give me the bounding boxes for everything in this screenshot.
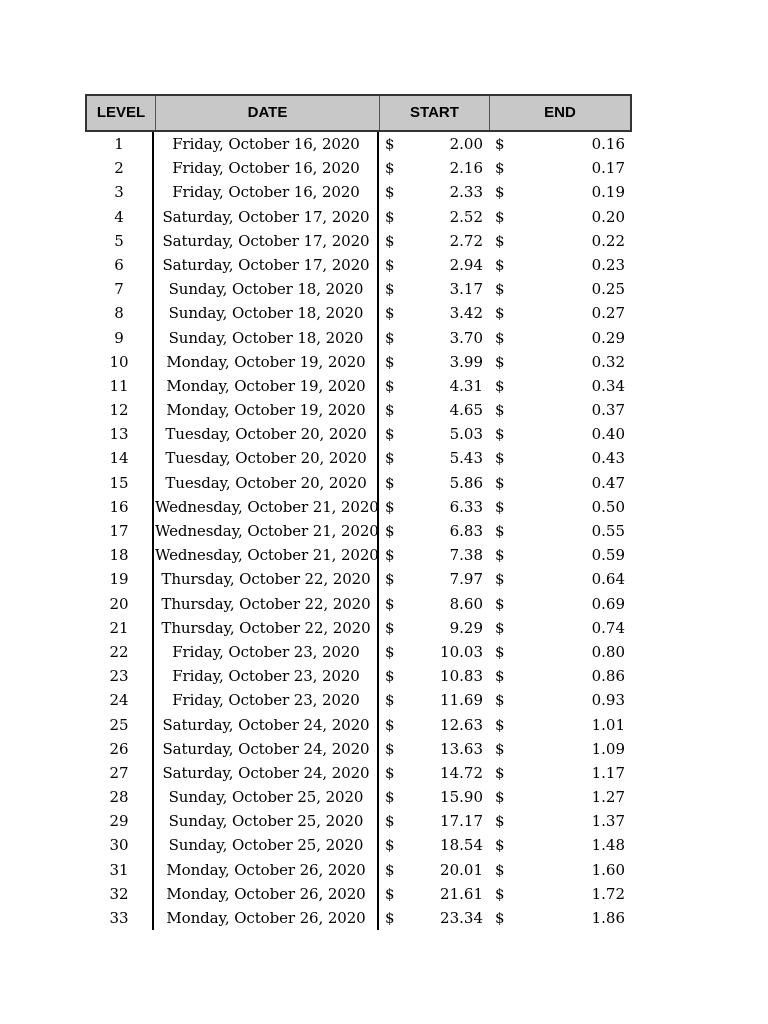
level-cell: 6 (114, 255, 124, 274)
currency-symbol: $ (495, 788, 505, 807)
start-cell: 5.03 (449, 425, 483, 444)
date-cell: Saturday, October 17, 2020 (162, 255, 370, 274)
currency-symbol: $ (495, 207, 505, 226)
date-cell: Friday, October 16, 2020 (172, 159, 360, 178)
table-row (85, 785, 632, 809)
currency-symbol: $ (385, 304, 395, 323)
level-cell: 31 (109, 860, 129, 879)
table-row (85, 398, 632, 422)
currency-symbol: $ (385, 570, 395, 589)
start-cell: 13.63 (440, 739, 483, 758)
date-cell: Tuesday, October 20, 2020 (165, 425, 367, 444)
date-cell: Saturday, October 24, 2020 (162, 715, 370, 734)
currency-symbol: $ (495, 909, 505, 927)
level-cell: 25 (109, 715, 129, 734)
currency-symbol: $ (385, 255, 395, 274)
level-cell: 12 (109, 401, 129, 420)
level-cell: 27 (109, 763, 129, 782)
currency-symbol: $ (495, 570, 505, 589)
currency-symbol: $ (385, 860, 395, 879)
table-row (85, 809, 632, 833)
currency-symbol: $ (495, 425, 505, 444)
currency-symbol: $ (495, 884, 505, 903)
currency-symbol: $ (385, 715, 395, 734)
table-row (85, 858, 632, 882)
end-cell: 0.64 (591, 570, 625, 589)
table-row (85, 374, 632, 398)
end-cell: 0.29 (591, 328, 625, 347)
end-cell: 1.48 (591, 836, 625, 855)
level-cell: 11 (109, 376, 129, 395)
start-cell: 23.34 (440, 909, 483, 927)
date-cell: Friday, October 23, 2020 (172, 642, 360, 661)
date-cell: Friday, October 23, 2020 (172, 691, 360, 710)
header-start: START (410, 104, 459, 121)
level-cell: 26 (109, 739, 129, 758)
currency-symbol: $ (495, 812, 505, 831)
date-cell: Thursday, October 22, 2020 (161, 570, 371, 589)
level-cell: 20 (109, 594, 129, 613)
start-cell: 15.90 (440, 788, 483, 807)
date-cell: Monday, October 19, 2020 (166, 376, 366, 395)
currency-symbol: $ (385, 884, 395, 903)
start-cell: 2.72 (449, 231, 483, 250)
currency-symbol: $ (495, 546, 505, 565)
table-row (85, 180, 632, 204)
end-cell: 0.86 (591, 667, 625, 686)
date-cell: Wednesday, October 21, 2020 (155, 522, 379, 540)
table-row (85, 664, 632, 688)
currency-symbol: $ (495, 715, 505, 734)
table-row (85, 446, 632, 470)
table-row (85, 350, 632, 374)
end-cell: 0.74 (591, 618, 625, 637)
end-cell: 1.60 (591, 860, 625, 879)
end-cell: 0.25 (591, 280, 625, 299)
level-cell: 8 (114, 304, 124, 323)
end-cell: 0.32 (591, 352, 625, 371)
currency-symbol: $ (385, 425, 395, 444)
date-cell: Saturday, October 17, 2020 (162, 207, 370, 226)
level-cell: 21 (109, 618, 129, 637)
start-cell: 5.86 (449, 473, 483, 492)
level-cell: 13 (109, 425, 129, 444)
currency-symbol: $ (495, 401, 505, 420)
end-cell: 0.34 (591, 376, 625, 395)
currency-symbol: $ (385, 546, 395, 565)
start-cell: 7.38 (449, 546, 483, 565)
currency-symbol: $ (495, 618, 505, 637)
date-cell: Friday, October 16, 2020 (172, 183, 360, 202)
table-row (85, 906, 632, 930)
end-cell: 0.20 (591, 207, 625, 226)
table-row (85, 495, 632, 519)
end-cell: 0.22 (591, 231, 625, 250)
level-cell: 9 (114, 328, 124, 347)
level-cell: 10 (109, 352, 129, 371)
end-cell: 1.72 (591, 884, 625, 903)
currency-symbol: $ (495, 763, 505, 782)
currency-symbol: $ (495, 304, 505, 323)
header-date: DATE (247, 104, 288, 121)
table-row (85, 422, 632, 446)
start-cell: 10.83 (440, 667, 483, 686)
start-cell: 3.99 (449, 352, 483, 371)
end-cell: 0.16 (591, 135, 625, 153)
start-cell: 17.17 (440, 812, 483, 831)
end-cell: 0.17 (591, 159, 625, 178)
date-cell: Wednesday, October 21, 2020 (155, 546, 379, 565)
end-cell: 1.37 (591, 812, 625, 831)
currency-symbol: $ (495, 280, 505, 299)
end-cell: 0.43 (591, 449, 625, 468)
currency-symbol: $ (385, 788, 395, 807)
date-cell: Thursday, October 22, 2020 (161, 594, 371, 613)
level-cell: 29 (109, 812, 129, 831)
currency-symbol: $ (385, 618, 395, 637)
start-cell: 3.70 (449, 328, 483, 347)
start-cell: 21.61 (440, 884, 483, 903)
start-cell: 6.83 (449, 522, 483, 540)
currency-symbol: $ (495, 135, 505, 153)
currency-symbol: $ (495, 691, 505, 710)
date-cell: Sunday, October 18, 2020 (168, 304, 364, 323)
start-cell: 6.33 (449, 497, 483, 516)
table-row (85, 543, 632, 567)
currency-symbol: $ (385, 909, 395, 927)
start-cell: 18.54 (440, 836, 483, 855)
date-cell: Tuesday, October 20, 2020 (165, 449, 367, 468)
level-cell: 32 (109, 884, 129, 903)
currency-symbol: $ (385, 473, 395, 492)
table-row (85, 156, 632, 180)
currency-symbol: $ (385, 401, 395, 420)
start-cell: 3.17 (449, 280, 483, 299)
currency-symbol: $ (385, 280, 395, 299)
currency-symbol: $ (385, 739, 395, 758)
level-cell: 14 (109, 449, 129, 468)
level-cell: 17 (109, 522, 129, 540)
level-cell: 2 (114, 159, 124, 178)
start-cell: 5.43 (449, 449, 483, 468)
end-cell: 0.19 (591, 183, 625, 202)
date-cell: Saturday, October 24, 2020 (162, 739, 370, 758)
currency-symbol: $ (385, 691, 395, 710)
currency-symbol: $ (385, 497, 395, 516)
currency-symbol: $ (495, 836, 505, 855)
currency-symbol: $ (495, 352, 505, 371)
date-cell: Monday, October 19, 2020 (166, 352, 366, 371)
end-cell: 0.23 (591, 255, 625, 274)
end-cell: 0.80 (591, 642, 625, 661)
currency-symbol: $ (495, 860, 505, 879)
date-cell: Friday, October 23, 2020 (172, 667, 360, 686)
date-cell: Monday, October 19, 2020 (166, 401, 366, 420)
currency-symbol: $ (385, 763, 395, 782)
currency-symbol: $ (385, 376, 395, 395)
end-cell: 0.40 (591, 425, 625, 444)
table-row (85, 229, 632, 253)
level-cell: 19 (109, 570, 129, 589)
currency-symbol: $ (495, 473, 505, 492)
start-cell: 20.01 (440, 860, 483, 879)
table-header (85, 94, 632, 132)
currency-symbol: $ (495, 449, 505, 468)
level-cell: 1 (114, 135, 124, 153)
start-cell: 8.60 (449, 594, 483, 613)
currency-symbol: $ (385, 836, 395, 855)
currency-symbol: $ (495, 642, 505, 661)
table-row (85, 713, 632, 737)
start-cell: 2.00 (449, 135, 483, 153)
level-cell: 30 (109, 836, 129, 855)
date-cell: Sunday, October 25, 2020 (168, 788, 364, 807)
currency-symbol: $ (495, 376, 505, 395)
table-row (85, 567, 632, 591)
header-end: END (544, 104, 576, 121)
currency-symbol: $ (385, 352, 395, 371)
currency-symbol: $ (495, 667, 505, 686)
currency-symbol: $ (385, 642, 395, 661)
currency-symbol: $ (495, 522, 505, 540)
start-cell: 11.69 (440, 691, 483, 710)
start-cell: 2.33 (449, 183, 483, 202)
table-row (85, 519, 632, 543)
currency-symbol: $ (385, 135, 395, 153)
table-row (85, 761, 632, 785)
end-cell: 1.01 (591, 715, 625, 734)
date-cell: Monday, October 26, 2020 (166, 909, 366, 927)
table-row (85, 688, 632, 712)
start-cell: 7.97 (449, 570, 483, 589)
date-cell: Tuesday, October 20, 2020 (165, 473, 367, 492)
end-cell: 0.27 (591, 304, 625, 323)
level-cell: 16 (109, 497, 129, 516)
currency-symbol: $ (385, 812, 395, 831)
table-row (85, 592, 632, 616)
end-cell: 0.47 (591, 473, 625, 492)
level-cell: 18 (109, 546, 129, 565)
date-cell: Sunday, October 25, 2020 (168, 812, 364, 831)
date-cell: Monday, October 26, 2020 (166, 860, 366, 879)
currency-symbol: $ (385, 328, 395, 347)
table-row (85, 737, 632, 761)
start-cell: 4.65 (449, 401, 483, 420)
table-row (85, 471, 632, 495)
date-cell: Sunday, October 18, 2020 (168, 328, 364, 347)
start-cell: 2.52 (449, 207, 483, 226)
end-cell: 0.55 (591, 522, 625, 540)
level-cell: 28 (109, 788, 129, 807)
start-cell: 2.94 (449, 255, 483, 274)
start-cell: 14.72 (440, 763, 483, 782)
start-cell: 12.63 (440, 715, 483, 734)
currency-symbol: $ (495, 739, 505, 758)
currency-symbol: $ (495, 497, 505, 516)
header-level: LEVEL (96, 104, 146, 121)
end-cell: 0.59 (591, 546, 625, 565)
level-cell: 5 (114, 231, 124, 250)
end-cell: 0.69 (591, 594, 625, 613)
table-body (85, 132, 632, 930)
currency-symbol: $ (495, 231, 505, 250)
currency-symbol: $ (385, 522, 395, 540)
table-row (85, 253, 632, 277)
level-cell: 3 (114, 183, 124, 202)
currency-symbol: $ (385, 159, 395, 178)
end-cell: 1.27 (591, 788, 625, 807)
start-cell: 10.03 (440, 642, 483, 661)
currency-symbol: $ (495, 183, 505, 202)
table-row (85, 132, 632, 156)
end-cell: 1.09 (591, 739, 625, 758)
level-cell: 15 (109, 473, 129, 492)
date-cell: Saturday, October 24, 2020 (162, 763, 370, 782)
end-cell: 1.86 (591, 909, 625, 927)
currency-symbol: $ (385, 183, 395, 202)
table-row (85, 277, 632, 301)
date-cell: Friday, October 16, 2020 (172, 135, 360, 153)
currency-symbol: $ (385, 207, 395, 226)
currency-symbol: $ (385, 667, 395, 686)
table-row (85, 616, 632, 640)
start-cell: 9.29 (449, 618, 483, 637)
level-cell: 23 (109, 667, 129, 686)
table-row (85, 205, 632, 229)
level-cell: 24 (109, 691, 129, 710)
currency-symbol: $ (495, 328, 505, 347)
currency-symbol: $ (385, 231, 395, 250)
end-cell: 0.37 (591, 401, 625, 420)
level-cell: 4 (114, 207, 124, 226)
end-cell: 0.93 (591, 691, 625, 710)
start-cell: 4.31 (449, 376, 483, 395)
currency-symbol: $ (385, 449, 395, 468)
table-row (85, 326, 632, 350)
start-cell: 3.42 (449, 304, 483, 323)
table-row (85, 833, 632, 857)
end-cell: 1.17 (591, 763, 625, 782)
spreadsheet-table (85, 94, 632, 930)
start-cell: 2.16 (449, 159, 483, 178)
currency-symbol: $ (495, 159, 505, 178)
level-cell: 33 (109, 909, 129, 927)
table-row (85, 301, 632, 325)
level-cell: 7 (114, 280, 124, 299)
date-cell: Saturday, October 17, 2020 (162, 231, 370, 250)
table-row (85, 882, 632, 906)
date-cell: Monday, October 26, 2020 (166, 884, 366, 903)
date-cell: Sunday, October 25, 2020 (168, 836, 364, 855)
end-cell: 0.50 (591, 497, 625, 516)
level-cell: 22 (109, 642, 129, 661)
date-cell: Wednesday, October 21, 2020 (155, 497, 379, 516)
date-cell: Sunday, October 18, 2020 (168, 280, 364, 299)
currency-symbol: $ (495, 594, 505, 613)
currency-symbol: $ (495, 255, 505, 274)
date-cell: Thursday, October 22, 2020 (161, 618, 371, 637)
table-row (85, 640, 632, 664)
currency-symbol: $ (385, 594, 395, 613)
